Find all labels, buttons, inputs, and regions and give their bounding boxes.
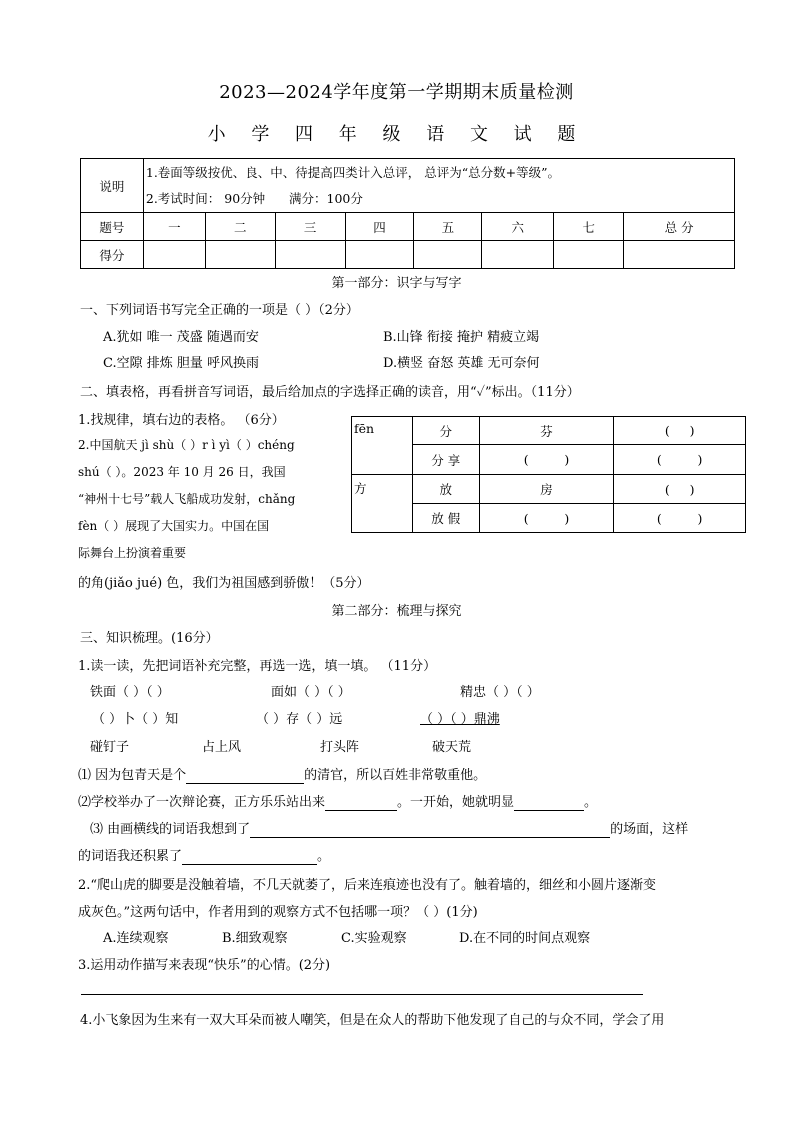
q2-sub2-line: shú（ ）。2023 年 10 月 26 日，我国 [78,465,286,479]
column-header: 三 [275,213,345,241]
q2-sub2-line: “神州十七号”载人飞船成功发射，chǎng [78,492,296,506]
instruction-note-2: 2.考试时间： 90分钟 满分：100分 [145,190,363,206]
fill-sentence-2 [78,791,597,811]
grid-blank[interactable]: ( ) [479,445,614,475]
grid-char-fang: 方 [352,475,413,533]
grid-blank[interactable]: ( ) [614,417,746,445]
answer-blank[interactable] [514,795,584,811]
fill-text: ⑵学校举办了一次辩论赛，正方乐乐站出来 [78,795,326,810]
score-table [80,158,735,269]
q3-sub4: 4.小飞象因为生来有一双大耳朵而被人嘲笑，但是在众人的帮助下他发现了自己的与众不同，学会了用 [80,1013,665,1028]
answer-blank[interactable] [186,768,304,784]
column-header: 二 [205,213,275,241]
column-header: 四 [345,213,414,241]
fill-sentence-3-cont [78,845,330,865]
idiom-blank: 精忠（ ）（ ） [460,685,540,700]
score-cell[interactable] [624,241,735,269]
part2-heading: 第二部分：梳理与探究 [331,604,462,619]
score-cell[interactable] [414,241,482,269]
q3-option-b: B.细致观察 [222,931,288,946]
idiom-blank: （ ）存（ ）远 [256,712,343,727]
tihao-label: 题号 [81,213,144,241]
exam-title: 2023—2024学年度第一学期期末质量检测 [219,82,574,103]
word-choice: 打头阵 [320,740,360,755]
column-header: 一 [143,213,205,241]
score-cell[interactable] [205,241,275,269]
column-header: 总 分 [624,213,735,241]
answer-blank[interactable] [325,795,397,811]
word-choice: 占上风 [202,740,242,755]
grid-word: 放 假 [412,504,479,533]
answer-blank[interactable] [182,849,317,865]
exam-subtitle: 小 学 四 年 级 语 文 试 题 [207,124,586,145]
score-cell[interactable] [554,241,624,269]
q1-option-c: C.空隙 排炼 胆量 呼风换雨 [103,356,260,371]
grid-blank[interactable]: ( ) [614,504,746,533]
grid-pinyin-fen: fēn [352,417,413,475]
q3-option-c: C.实验观察 [341,931,407,946]
grid-blank[interactable]: ( ) [614,475,746,504]
idiom-blank-underlined: （ ）（ ）鼎沸 [420,712,500,727]
q1-option-b: B.山锋 衔接 掩护 精疲立竭 [383,330,540,345]
grid-word: 分 享 [412,445,479,475]
q2-sub2-line: 2.中国航天 jì shù（ ）r ì yì（ ）chéng [78,438,295,452]
q3-option-d: D.在不同的时间点观察 [459,931,591,946]
fill-text: 的场面，这样 [610,822,689,837]
fill-text: 。一开始，她就明显 [397,795,515,810]
grid-char: 分 [412,417,479,445]
score-cell[interactable] [345,241,414,269]
q3-sub2-line1: 2.“爬山虎的脚要是没触着墙，不几天就萎了，后来连痕迹也没有了。触着墙的，细丝和小圆片逐渐变 [78,878,657,893]
fill-text: ⑴ 因为包青天是个 [78,768,187,783]
answer-line[interactable] [81,994,643,995]
grid-blank[interactable]: ( ) [614,445,746,475]
fill-sentence-1 [78,764,486,784]
q3-option-a: A.连续观察 [103,931,169,946]
answer-blank[interactable] [250,822,610,838]
column-header: 五 [414,213,482,241]
q2-sub1: 1.找规律，填右边的表格。 （6分） [78,413,285,428]
q2-sub2-line: 际舞台上扮演着重要 [78,546,187,560]
part1-heading: 第一部分：识字与写字 [331,276,462,291]
grid-char: 芬 [479,417,614,445]
score-cell[interactable] [143,241,205,269]
fill-text: 。 [317,849,331,864]
q3-sub1: 1.读一读，先把词语补充完整，再选一选，填一填。 （11分） [78,659,437,674]
idiom-blank: 面如（ ）（ ） [271,685,351,700]
q3-stem: 三、知识梳理。(16分） [80,631,219,646]
word-choice: 碰钉子 [90,740,130,755]
q2-sub2-line: fèn（ ）展现了大国实力。中国在国 [78,519,270,533]
fill-text: 。 [584,795,598,810]
q3-sub2-line2: 成灰色。”这两句话中，作者用到的观察方式不包括哪一项？（ ）(1分) [78,905,478,920]
q1-option-d: D.横竖 奋怒 英雄 无可奈何 [383,356,540,371]
shuoming-label: 说明 [81,159,144,213]
q2-sub2-last: 的角(jiǎo jué) 色，我们为祖国感到骄傲！（5分） [78,576,370,591]
score-cell[interactable] [275,241,345,269]
idiom-blank: 铁面（ ）（ ） [90,685,170,700]
q2-stem: 二、填表格，再看拼音写词语，最后给加点的字选择正确的读音，用“✓”标出。（11分） [80,385,580,400]
word-choice: 破天荒 [432,740,472,755]
pinyin-grid [351,416,746,533]
grid-char: 放 [412,475,479,504]
instruction-note-1: 1.卷面等级按优、良、中、待提高四类计入总评， 总评为“总分数+等级”。 [145,164,561,180]
grid-char: 房 [479,475,614,504]
score-cell[interactable] [482,241,554,269]
q1-option-a: A.犹如 唯一 茂盛 随遇而安 [103,330,259,345]
grid-blank[interactable]: ( ) [479,504,614,533]
fill-sentence-3 [90,818,688,838]
column-header: 七 [554,213,624,241]
q1-stem: 一、下列词语书写完全正确的一项是（ ）（2分） [80,303,359,318]
idiom-blank: （ ）卜（ ）知 [92,712,179,727]
fill-text: 的清官，所以百姓非常敬重他。 [304,768,487,783]
q3-sub3: 3.运用动作描写来表现“快乐”的心情。(2分) [78,958,331,973]
fill-text: ⑶ 由画横线的词语我想到了 [90,822,251,837]
column-header: 六 [482,213,554,241]
fill-text: 的词语我还积累了 [78,849,183,864]
defen-label: 得分 [81,241,144,269]
